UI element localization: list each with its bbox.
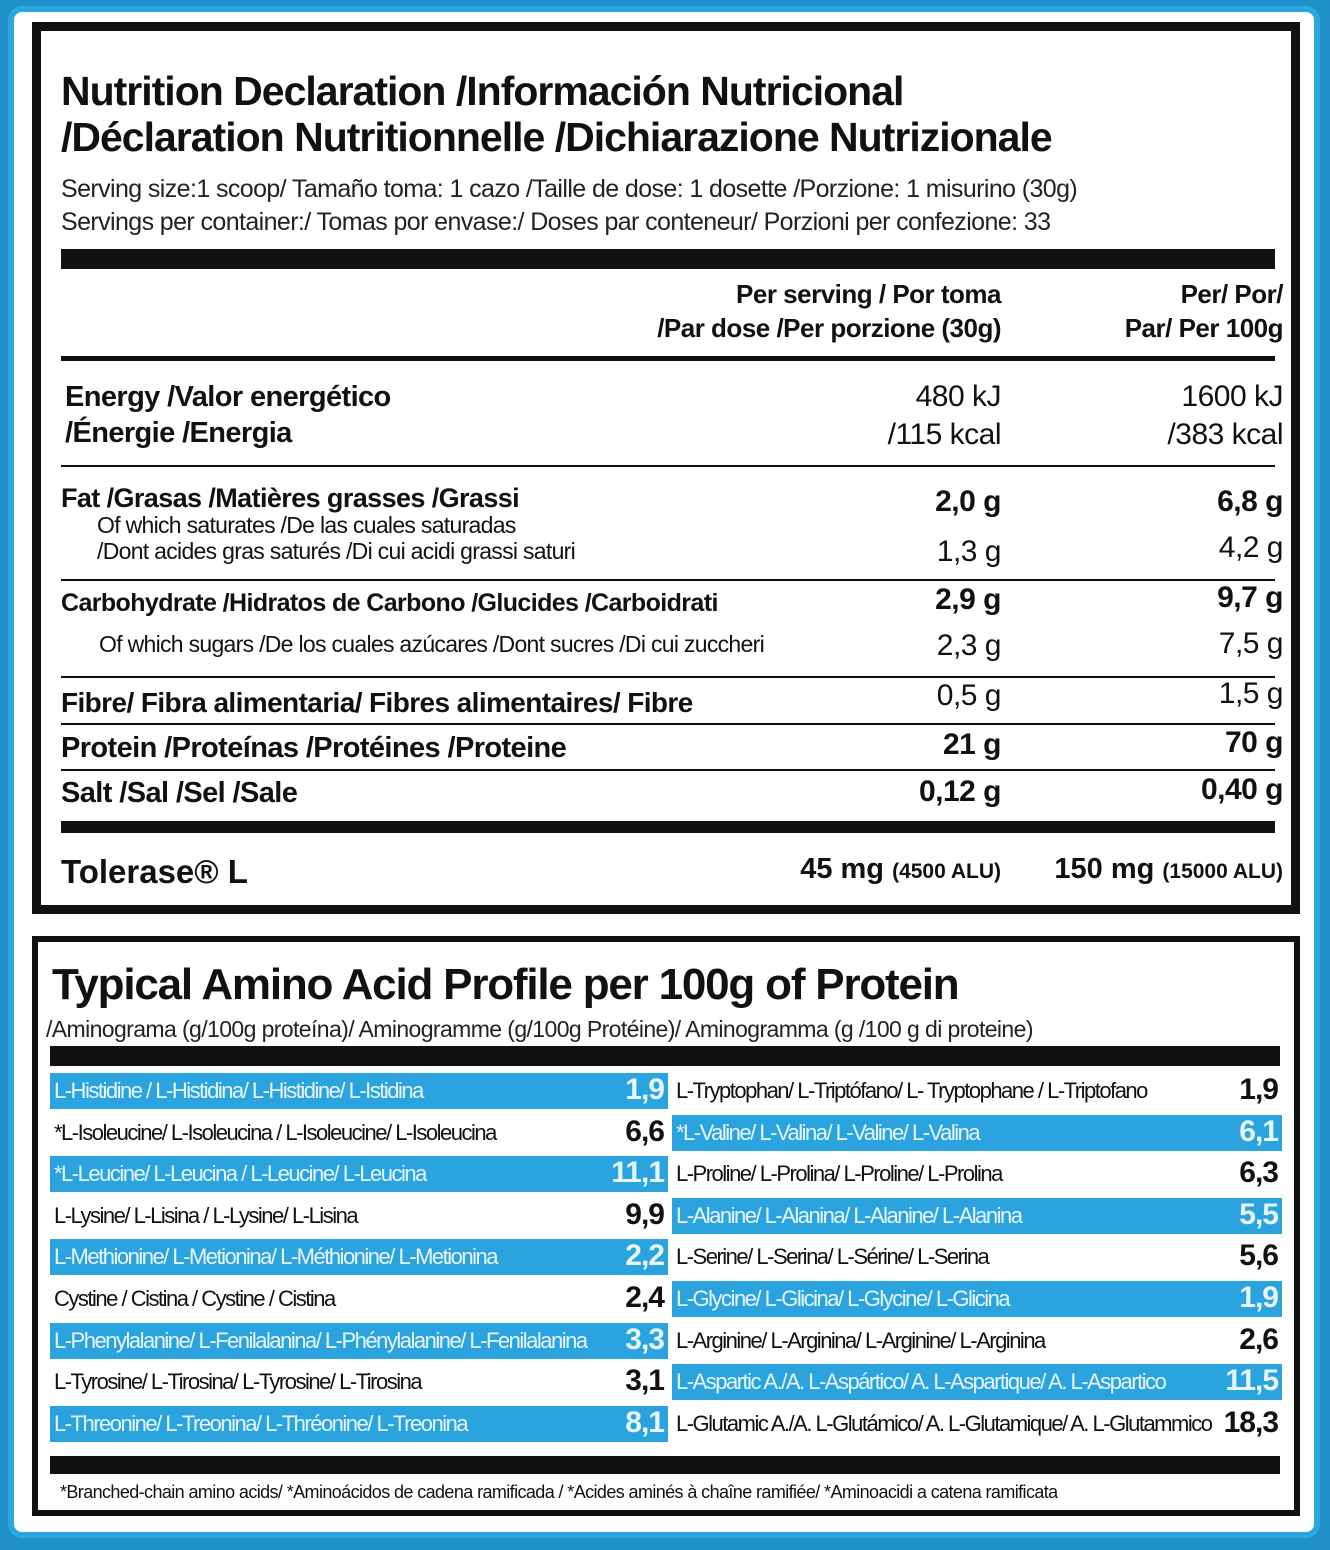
energy-100g-kj: 1600 kJ bbox=[1181, 380, 1283, 413]
row-divider bbox=[61, 723, 1275, 725]
amino-panel bbox=[32, 936, 1300, 1516]
amino-name: L-Glycine/ L-Glicina/ L-Glycine/ L-Glicina bbox=[676, 1286, 1010, 1311]
amino-name: L-Methionine/ L-Metionina/ L-Méthionine/ L-Metionina bbox=[54, 1244, 497, 1270]
energy-label-1: Energy /Valor energético bbox=[65, 381, 391, 413]
amino-value: 2,4 bbox=[625, 1281, 664, 1314]
amino-name: L-Tyrosine/ L-Tirosina/ L-Tyrosine/ L-Tirosina bbox=[54, 1369, 422, 1395]
amino-row bbox=[50, 1156, 668, 1192]
carb-label: Carbohydrate /Hidratos de Carbono /Glucides /Carboidrati bbox=[61, 589, 718, 617]
amino-footer-divider bbox=[50, 1456, 1280, 1474]
col-serving-head-2: /Par dose /Per porzione (30g) bbox=[657, 313, 1001, 343]
amino-value: 6,3 bbox=[1239, 1156, 1278, 1190]
saturates-100g: 4,2 g bbox=[1218, 531, 1283, 564]
amino-name: Cystine / Cistina / Cystine / Cistina bbox=[54, 1286, 335, 1311]
amino-row bbox=[50, 1239, 668, 1275]
protein-serving: 21 g bbox=[942, 728, 1001, 761]
salt-serving: 0,12 g bbox=[918, 775, 1001, 808]
sugars-label: Of which sugars /De los cuales azúcares /Dont sucres /Di cui zuccheri bbox=[99, 631, 764, 657]
amino-value: 11,5 bbox=[1225, 1364, 1278, 1398]
amino-name: L-Histidine / L-Histidina/ L-Histidine/ L-Istidina bbox=[54, 1078, 423, 1103]
amino-row bbox=[672, 1073, 1282, 1109]
amino-name: L-Threonine/ L-Treonina/ L-Thréonine/ L-Treonina bbox=[54, 1410, 468, 1436]
amino-row bbox=[672, 1364, 1282, 1400]
tolerase-serving-mg: 45 mg bbox=[800, 853, 885, 885]
amino-row bbox=[50, 1281, 668, 1317]
amino-row bbox=[672, 1239, 1282, 1275]
amino-name: *L-Isoleucine/ L-Isoleucina / L-Isoleucine/ L-Isoleucina bbox=[54, 1119, 496, 1145]
protein-100g: 70 g bbox=[1224, 726, 1283, 759]
tolerase-serving-alu: (4500 ALU) bbox=[892, 860, 1001, 883]
amino-row bbox=[672, 1281, 1282, 1317]
tolerase-label: Tolerase® L bbox=[61, 853, 248, 890]
amino-row bbox=[50, 1115, 668, 1151]
carb-serving: 2,9 g bbox=[935, 583, 1001, 616]
amino-name: L-Phenylalanine/ L-Fenilalanina/ L-Phénylalanine/ L-Fenilalanina bbox=[54, 1327, 587, 1353]
fat-100g: 6,8 g bbox=[1217, 485, 1283, 518]
saturates-label-1: Of which saturates /De las cuales saturadas bbox=[97, 512, 516, 538]
amino-name: L-Glutamic A./A. L-Glutámico/ A. L-Glutamique/ A. L-Glutammico bbox=[676, 1410, 1212, 1436]
fibre-label: Fibre/ Fibra alimentaria/ Fibres alimentaires/ Fibre bbox=[61, 687, 693, 718]
nutrition-title-line2: /Déclaration Nutritionnelle /Dichiarazione Nutrizionale bbox=[61, 114, 1052, 160]
sugars-serving: 2,3 g bbox=[936, 629, 1001, 662]
amino-row bbox=[672, 1406, 1282, 1442]
energy-label-2: /Énergie /Energia bbox=[65, 417, 292, 449]
saturates-serving: 1,3 g bbox=[936, 535, 1001, 568]
amino-value: 1,9 bbox=[1239, 1073, 1278, 1106]
fibre-serving: 0,5 g bbox=[936, 679, 1001, 712]
tolerase-100g bbox=[1054, 853, 1283, 886]
amino-value: 5,6 bbox=[1239, 1239, 1278, 1273]
row-divider bbox=[61, 769, 1275, 771]
amino-name: L-Proline/ L-Prolina/ L-Proline/ L-Prolina bbox=[676, 1161, 1002, 1187]
fat-label: Fat /Grasas /Matières grasses /Grassi bbox=[61, 483, 520, 513]
amino-name: L-Alanine/ L-Alanina/ L-Alanine/ L-Alanina bbox=[676, 1202, 1022, 1228]
amino-name: *L-Valine/ L-Valina/ L-Valine/ L-Valina bbox=[676, 1119, 980, 1145]
amino-row bbox=[50, 1364, 668, 1400]
salt-100g: 0,40 g bbox=[1200, 773, 1283, 806]
amino-row bbox=[672, 1156, 1282, 1192]
salt-divider bbox=[61, 821, 1275, 833]
tolerase-serving bbox=[800, 853, 1001, 886]
amino-row bbox=[672, 1115, 1282, 1151]
amino-footnote: *Branched-chain amino acids/ *Aminoácidos de cadena ramificada / *Acides aminés à chaîne ramifiée/ *Aminoacidi a catena ramificata bbox=[60, 1482, 1058, 1502]
amino-value: 5,5 bbox=[1239, 1197, 1278, 1231]
amino-title: Typical Amino Acid Profile per 100g of Protein bbox=[52, 960, 959, 1009]
amino-row bbox=[50, 1406, 668, 1442]
serving-size: Serving size:1 scoop/ Tamaño toma: 1 cazo /Taille de dose: 1 dosette /Porzione: 1 misurino (30g) bbox=[61, 175, 1078, 203]
row-divider bbox=[61, 465, 1275, 467]
salt-label: Salt /Sal /Sel /Sale bbox=[61, 777, 298, 809]
protein-label: Protein /Proteínas /Protéines /Proteine bbox=[61, 732, 567, 764]
energy-100g-kcal: /383 kcal bbox=[1167, 418, 1283, 451]
amino-value: 6,1 bbox=[1239, 1114, 1278, 1148]
colhead-divider bbox=[61, 356, 1275, 361]
col-serving-head-1: Per serving / Por toma bbox=[736, 279, 1001, 309]
fat-serving: 2,0 g bbox=[935, 485, 1001, 518]
tolerase-100g-alu: (15000 ALU) bbox=[1162, 860, 1283, 883]
carb-100g: 9,7 g bbox=[1217, 581, 1283, 614]
amino-row bbox=[50, 1073, 668, 1109]
amino-name: L-Arginine/ L-Arginina/ L-Arginine/ L-Arginina bbox=[676, 1327, 1045, 1353]
amino-value: 2,2 bbox=[625, 1239, 664, 1273]
amino-name: L-Aspartic A./A. L-Aspártico/ A. L-Aspartique/ A. L-Aspartico bbox=[676, 1369, 1166, 1395]
tolerase-100g-mg: 150 mg bbox=[1054, 853, 1155, 885]
row-divider bbox=[61, 676, 1275, 678]
amino-value: 2,6 bbox=[1239, 1322, 1278, 1356]
amino-value: 11,1 bbox=[611, 1156, 664, 1190]
col-100g-head-1: Per/ Por/ bbox=[1180, 279, 1283, 309]
amino-value: 3,3 bbox=[625, 1322, 664, 1356]
amino-value: 18,3 bbox=[1223, 1405, 1278, 1439]
amino-name: L-Serine/ L-Serina/ L-Sérine/ L-Serina bbox=[676, 1244, 989, 1270]
amino-row bbox=[50, 1198, 668, 1234]
amino-value: 1,9 bbox=[1239, 1281, 1278, 1314]
amino-value: 1,9 bbox=[625, 1073, 664, 1106]
servings-per-container: Servings per container:/ Tomas por envase:/ Doses par conteneur/ Porzioni per confezione: 33 bbox=[61, 208, 1051, 236]
amino-value: 3,1 bbox=[625, 1364, 664, 1398]
amino-subtitle: /Aminograma (g/100g proteína)/ Aminogramme (g/100g Protéine)/ Aminogramma (g /100 g di proteine) bbox=[46, 1016, 1033, 1042]
amino-name: L-Lysine/ L-Lisina / L-Lysine/ L-Lisina bbox=[54, 1202, 358, 1228]
nutrition-panel bbox=[32, 22, 1300, 914]
saturates-label-2: /Dont acides gras saturés /Di cui acidi grassi saturi bbox=[97, 538, 576, 564]
amino-value: 9,9 bbox=[625, 1197, 664, 1231]
row-divider bbox=[61, 579, 1275, 581]
header-divider bbox=[61, 249, 1275, 269]
amino-value: 8,1 bbox=[625, 1405, 664, 1439]
amino-name: *L-Leucine/ L-Leucina / L-Leucine/ L-Leucina bbox=[54, 1161, 426, 1187]
amino-value: 6,6 bbox=[625, 1114, 664, 1148]
amino-header-divider bbox=[50, 1046, 1280, 1066]
amino-row bbox=[50, 1323, 668, 1359]
amino-row bbox=[672, 1198, 1282, 1234]
nutrition-title-line1: Nutrition Declaration /Información Nutricional bbox=[61, 68, 904, 114]
col-100g-head-2: Par/ Per 100g bbox=[1124, 313, 1283, 343]
sugars-100g: 7,5 g bbox=[1218, 627, 1283, 660]
energy-serving-kj: 480 kJ bbox=[915, 380, 1001, 413]
energy-serving-kcal: /115 kcal bbox=[887, 418, 1001, 451]
fibre-100g: 1,5 g bbox=[1218, 677, 1283, 710]
amino-row bbox=[672, 1323, 1282, 1359]
amino-name: L-Tryptophan/ L-Triptófano/ L- Tryptophane / L-Triptofano bbox=[676, 1078, 1147, 1103]
